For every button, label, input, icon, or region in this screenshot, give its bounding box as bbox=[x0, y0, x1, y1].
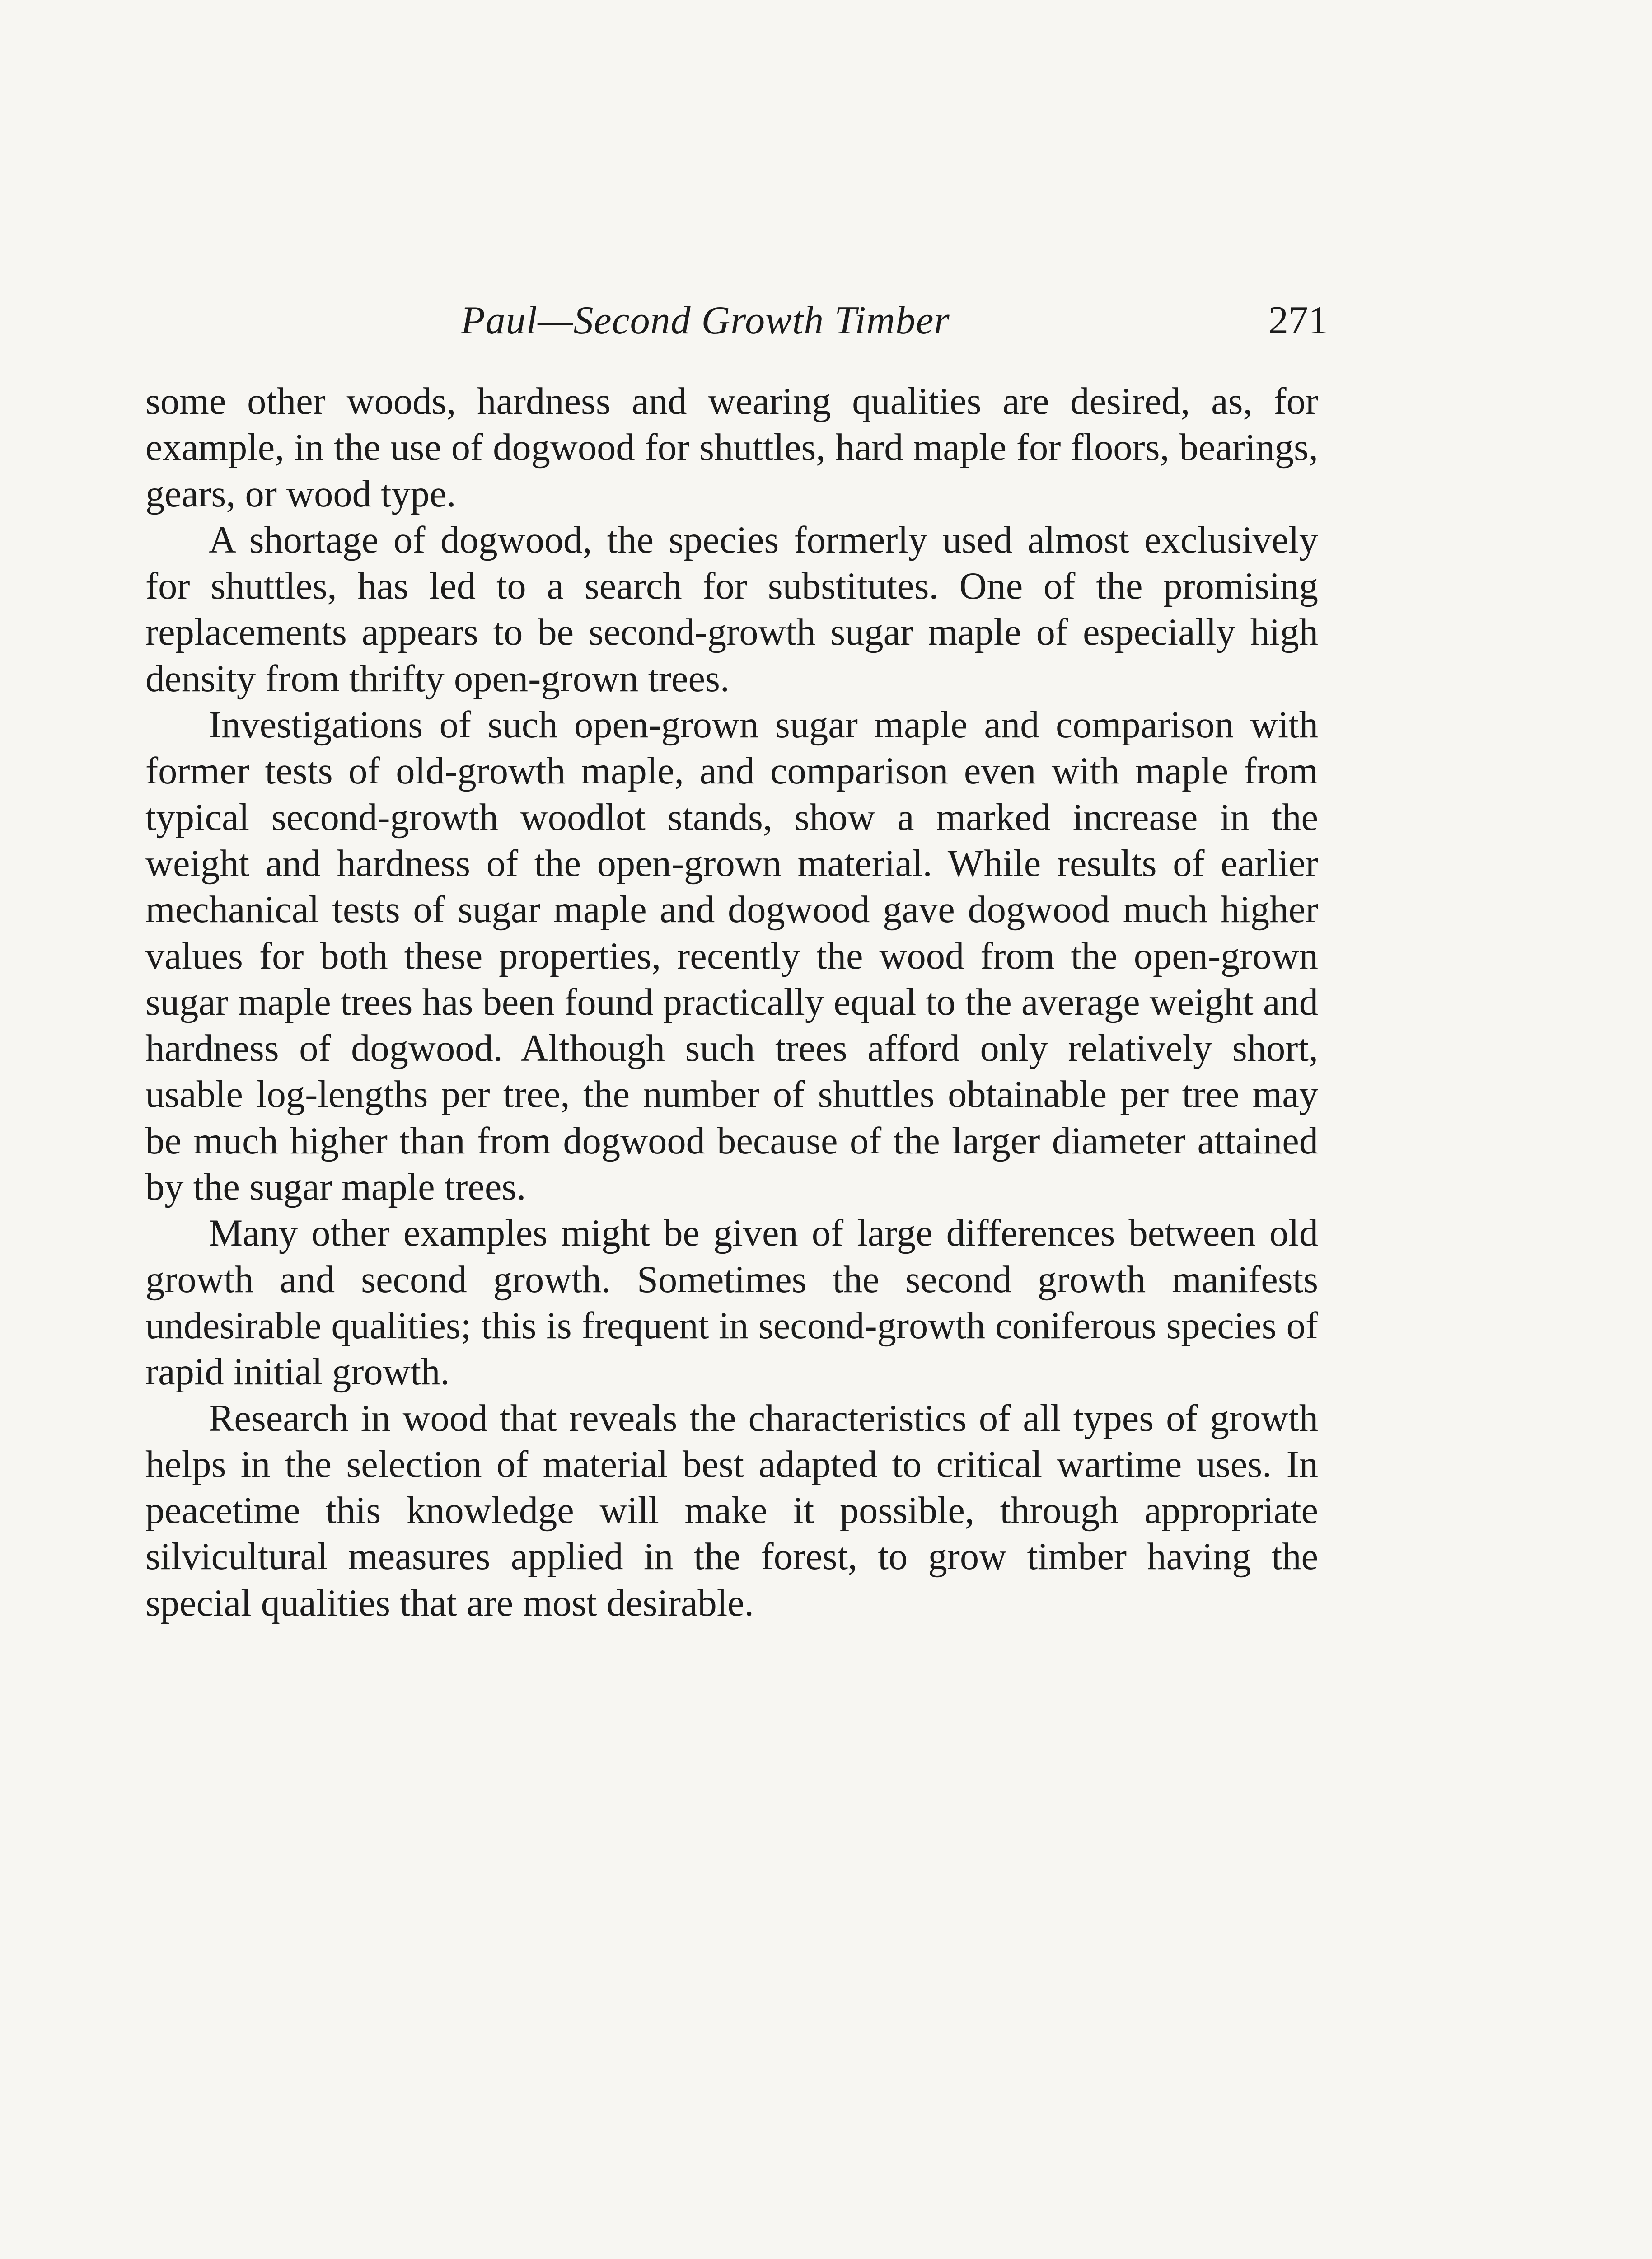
paragraph-research: Research in wood that reveals the characteristics of all types of growth helps in the selection of material best adapted to critical wartime uses. In peacetime this knowledge will make it possible, through appropriate silvicultural measures applied in the forest, to grow timber having the special qualities that are most desirable. bbox=[145, 1397, 1318, 1624]
paragraph-continuation: some other woods, hardness and wearing qualities are desired, as, for example, in the use of dogwood for shuttles, hard maple for floors, bearings, gears, or wood type. bbox=[145, 380, 1318, 515]
running-head bbox=[145, 289, 1328, 352]
paragraph-dogwood-shortage: A shortage of dogwood, the species formerly used almost exclusively for shuttles, has led to a search for substitutes. One of the promising replacements appears to be second-growth sugar maple of especially high density from thrifty open-grown trees. bbox=[145, 519, 1318, 700]
paragraph-investigations: Investigations of such open-grown sugar maple and comparison with former tests of old-growth maple, and comparison even with maple from typical second-growth woodlot stands, show a marked increase in the weight and hardness of the open-grown material. While results of earlier mechanical tests of sugar maple and dogwood gave dogwood much higher values for both these properties, recently the wood from the open-grown sugar maple trees has been found practically equal to the average weight and hardness of dogwood. Although such trees afford only relatively short, usable log-lengths per tree, the number of shuttles obtainable per tree may be much higher than from dogwood because of the larger diameter attained by the sugar maple trees. bbox=[145, 704, 1318, 1209]
page-number: 271 bbox=[1268, 299, 1328, 342]
running-head-title: Paul—Second Growth Timber bbox=[461, 299, 950, 342]
paragraph-other-examples: Many other examples might be given of large differences between old growth and second growth. Sometimes the second growth manifests undesirable qualities; this is frequent in second-growth coniferous species of rapid initial growth. bbox=[145, 1212, 1318, 1393]
body-text bbox=[145, 379, 1318, 1626]
